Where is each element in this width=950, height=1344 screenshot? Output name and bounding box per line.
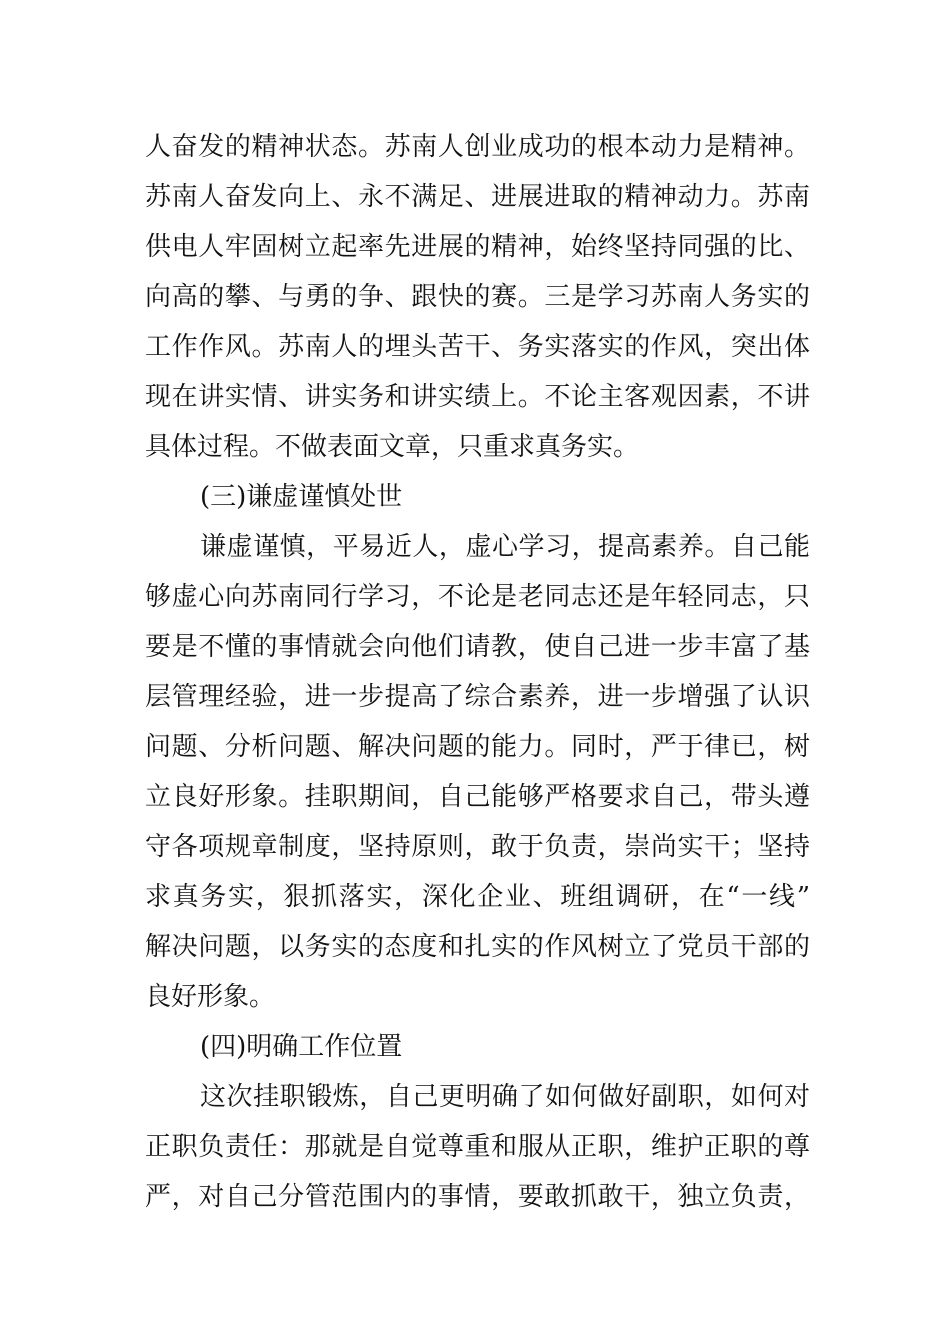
text-line: 人奋发的精神状态。苏南人创业成功的根本动力是精神。	[145, 132, 810, 162]
paragraph-2	[145, 522, 810, 1022]
text-line: 够虚心向苏南同行学习，不论是老同志还是年轻同志，只	[145, 582, 810, 612]
section-heading-4: (四)明确工作位置	[200, 1032, 403, 1062]
text-line: 工作作风。苏南人的埋头苦干、务实落实的作风，突出体	[145, 332, 810, 362]
text-line: 解决问题，以务实的态度和扎实的作风树立了党员干部的	[145, 932, 810, 962]
text-line: 向高的攀、与勇的争、跟快的赛。三是学习苏南人务实的	[145, 282, 810, 312]
paragraph-3	[145, 1072, 810, 1222]
text-line: 要是不懂的事情就会向他们请教，使自己进一步丰富了基	[145, 632, 810, 662]
text-line: 良好形象。	[145, 982, 276, 1012]
text-line: 层管理经验，进一步提高了综合素养，进一步增强了认识	[145, 682, 810, 712]
text-line: 谦虚谨慎，平易近人，虚心学习，提高素养。自己能	[200, 532, 810, 562]
text-line: 立良好形象。挂职期间，自己能够严格要求自己，带头遵	[145, 782, 810, 812]
text-line: 现在讲实情、讲实务和讲实绩上。不论主客观因素，不讲	[145, 382, 810, 412]
section-heading-3: (三)谦虚谨慎处世	[200, 482, 403, 512]
text-line: 这次挂职锻炼，自己更明确了如何做好副职，如何对	[200, 1082, 810, 1112]
text-line: 正职负责任：那就是自觉尊重和服从正职，维护正职的尊	[145, 1132, 810, 1162]
document-body	[145, 122, 810, 1222]
text-line: 守各项规章制度，坚持原则，敢于负责，崇尚实干；坚持	[145, 832, 810, 862]
paragraph-1	[145, 122, 810, 472]
text-line: 严，对自己分管范围内的事情，要敢抓敢干，独立负责，	[145, 1182, 810, 1212]
text-line: 问题、分析问题、解决问题的能力。同时，严于律已，树	[145, 732, 810, 762]
text-line: 求真务实，狠抓落实，深化企业、班组调研，在“一线”	[145, 882, 810, 912]
text-line: 供电人牢固树立起率先进展的精神，始终坚持同强的比、	[145, 232, 810, 262]
text-line: 具体过程。不做表面文章，只重求真务实。	[145, 432, 640, 462]
text-line: 苏南人奋发向上、永不满足、进展进取的精神动力。苏南	[145, 182, 810, 212]
